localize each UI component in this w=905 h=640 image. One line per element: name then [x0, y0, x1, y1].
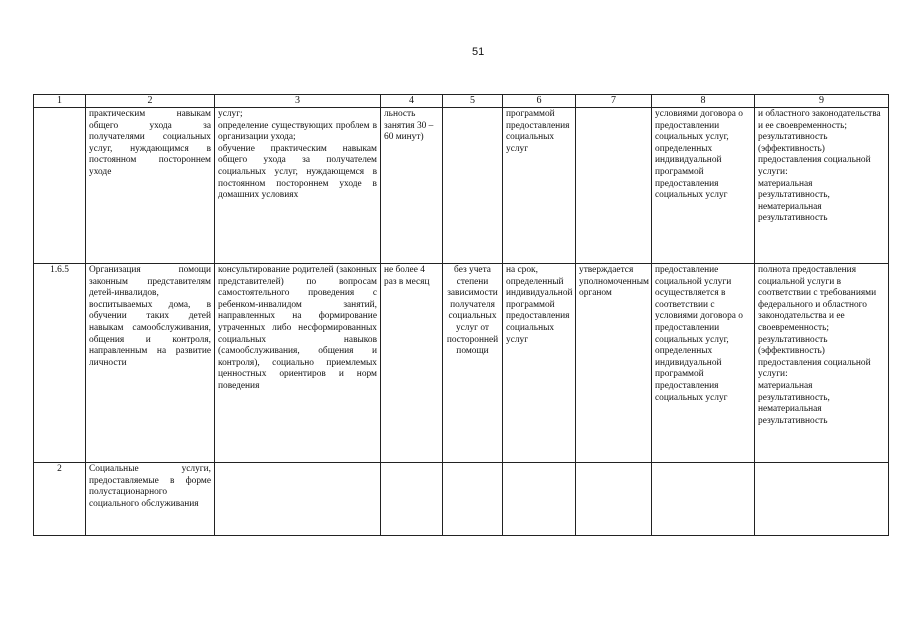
procedure-cell: [652, 463, 755, 536]
term-cell: на срок, определенный индивидуальной программой предоставления социальных услуг: [503, 264, 576, 463]
procedure-cell: условиями договора о предоставлении социальных услуг, определенных индивидуальной программой предоставления социальных услуг: [652, 108, 755, 264]
services-table: [33, 94, 889, 536]
quality-indicators-cell: и областного законодательства и ее своевременность; результативность (эффективность) предоставления социальной услуги: материальная результативность, нематериальная результативность: [755, 108, 889, 264]
service-description-cell: [215, 463, 381, 536]
term-cell: [503, 463, 576, 536]
procedure-cell: предоставление социальной услуги осуществляется в соответствии с условиями договора о предоставлении социальных услуг, определенных индивидуальной программой предоставления социальных услуг: [652, 264, 755, 463]
condition-cell: без учета степени зависимости получателя социальных услуг от посторонней помощи: [443, 264, 503, 463]
row-number-cell: 2: [34, 463, 86, 536]
tariff-cell: [576, 108, 652, 264]
table-header-row: [34, 95, 889, 108]
service-name-cell: практическим навыкам общего ухода за получателями социальных услуг, нуждающимся в постоянном постороннем уходе: [86, 108, 215, 264]
quality-indicators-cell: полнота предоставления социальной услуги в соответствии с требованиями федерального и областного законодательства и ее своевременность; результативность (эффективность) предоставления социальной услуги: материальная результативность, нематериальная результативность: [755, 264, 889, 463]
service-name-cell: Социальные услуги, предоставляемые в форме полустационарного социального обслуживания: [86, 463, 215, 536]
row-number-cell: 1.6.5: [34, 264, 86, 463]
tariff-cell: [576, 463, 652, 536]
service-name-cell: Организация помощи законным представителям детей-инвалидов, воспитываемых дома, в обучении таких детей навыкам самообслуживания, общения и контроля, направленным на развитие личности: [86, 264, 215, 463]
condition-cell: [443, 463, 503, 536]
table-row: [34, 108, 889, 264]
service-description-cell: консультирование родителей (законных представителей) по вопросам самостоятельного проведения с ребенком-инвалидом занятий, направленных на формирование утраченных либо несформированных социальных навыков (самообслуживания, общения и контроля), социально приемлемых ценностных ориентиров и норм поведения: [215, 264, 381, 463]
header-cell: 7: [576, 95, 652, 108]
service-description-cell: услуг; определение существующих проблем в организации ухода; обучение практическим навыкам общего ухода за получателем социальных услуг, нуждающемся в постоянном постороннем уходе в домашних условиях: [215, 108, 381, 264]
header-cell: 4: [381, 95, 443, 108]
page-number: 51: [472, 46, 485, 58]
tariff-cell: утверждается уполномоченным органом: [576, 264, 652, 463]
volume-cell: не более 4 раз в месяц: [381, 264, 443, 463]
header-cell: 8: [652, 95, 755, 108]
row-number-cell: [34, 108, 86, 264]
header-cell: 2: [86, 95, 215, 108]
table-row: [34, 264, 889, 463]
volume-cell: [381, 463, 443, 536]
header-cell: 3: [215, 95, 381, 108]
table-row: [34, 463, 889, 536]
header-cell: 9: [755, 95, 889, 108]
quality-indicators-cell: [755, 463, 889, 536]
header-cell: 6: [503, 95, 576, 108]
condition-cell: [443, 108, 503, 264]
header-cell: 1: [34, 95, 86, 108]
term-cell: программой предоставления социальных услуг: [503, 108, 576, 264]
header-cell: 5: [443, 95, 503, 108]
volume-cell: льность занятия 30 – 60 минут): [381, 108, 443, 264]
